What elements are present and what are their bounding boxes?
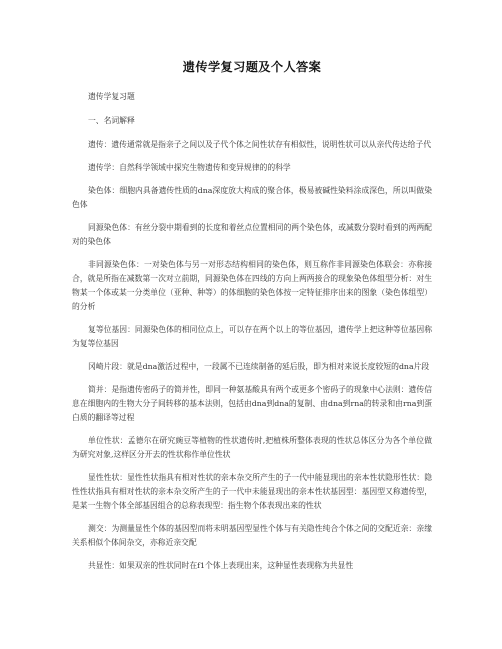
- paragraph-section-heading: 一、名词解释: [88, 116, 135, 125]
- paragraph-codominance: 共显性：如果双亲的性状同时在f1个体上表现出来，这种显性表现称为共显性: [88, 561, 354, 570]
- paragraph-multiple-alleles: 复等位基因：同源染色体的相同位点上，可以存在两个以上的等位基因，遗传学上把这种等位基因称为复等位基因: [72, 325, 432, 348]
- paragraph-heredity: 遗传：遗传通常就是指亲子之间以及子代个体之间性状存有相似性，说明性状可以从亲代传达给子代: [88, 140, 432, 149]
- paragraph-subtitle: 遗传学复习题: [88, 92, 135, 101]
- paragraph-chromosome: 染色体：细胞内具备遗传性质的dna深度放大构成的聚合体，极易被碱性染料涂成深色，所以叫做染色体: [72, 186, 432, 209]
- paragraph-homologous-chromosome: 同源染色体：有丝分裂中期看到的长度和着丝点位置相同的两个染色体，或减数分裂时看到的两两配对的染色体: [72, 223, 432, 246]
- paragraph-unit-character: 单位性状：孟德尔在研究豌豆等植物的性状遗传时,把植株所整体表现的性状总体区分为各个单位做为研究对象,这样区分开去的性状称作单位性状: [72, 436, 432, 459]
- paragraph-non-homologous-chromosome: 非同源染色体：一对染色体与另一对形态结构相同的染色体，则互称作非同源染色体联会：亦称接合，就是所指在减数第一次对立前期，同源染色体在四线的方向上两两接合的现象染色体组型分析：对生物某一个体或某一分类单位（亚种、种等）的体细胞的染色体按一定特征排序出来的图象（染色体组型）的分析: [72, 260, 432, 311]
- paragraph-okazaki-fragment: 冈崎片段：就是dna激活过程中，一段属不已连续制备的延后股，即为相对来说长度较短的dna片段: [88, 362, 430, 371]
- document-title: 遗传学复习题及个人答案: [182, 60, 322, 74]
- paragraph-degeneracy: 简并：是指遗传密码子的简并性，即同一种氨基酸具有两个或更多个密码子的现象中心法则：遗传信息在细胞内的生物大分子间转移的基本法则，包括由dna到dna的复制、由dna到rna的转录和由rna到蛋白质的翻译等过程: [72, 385, 432, 422]
- paragraph-genetics: 遗传学：自然科学领域中探究生物遗传和变异规律的的科学: [88, 163, 291, 172]
- paragraph-test-cross: 测交：为测量显性个体的基因型而将未明基因型显性个体与有关隐性纯合个体之间的交配近亲：亲缘关系相似个体间杂交，亦称近亲交配: [72, 524, 432, 547]
- paragraph-dominant-character: 显性性状：显性性状指具有相对性状的亲本杂交所产生的子一代中能显现出的亲本性状隐形性状：隐性性状指具有相对性状的亲本杂交所产生的子一代中未能显现出的亲本性状基因型：基因型又称遗传型，是某一生物个体全部基因组合的总称表现型：指生物个体表现出来的性状: [72, 473, 432, 510]
